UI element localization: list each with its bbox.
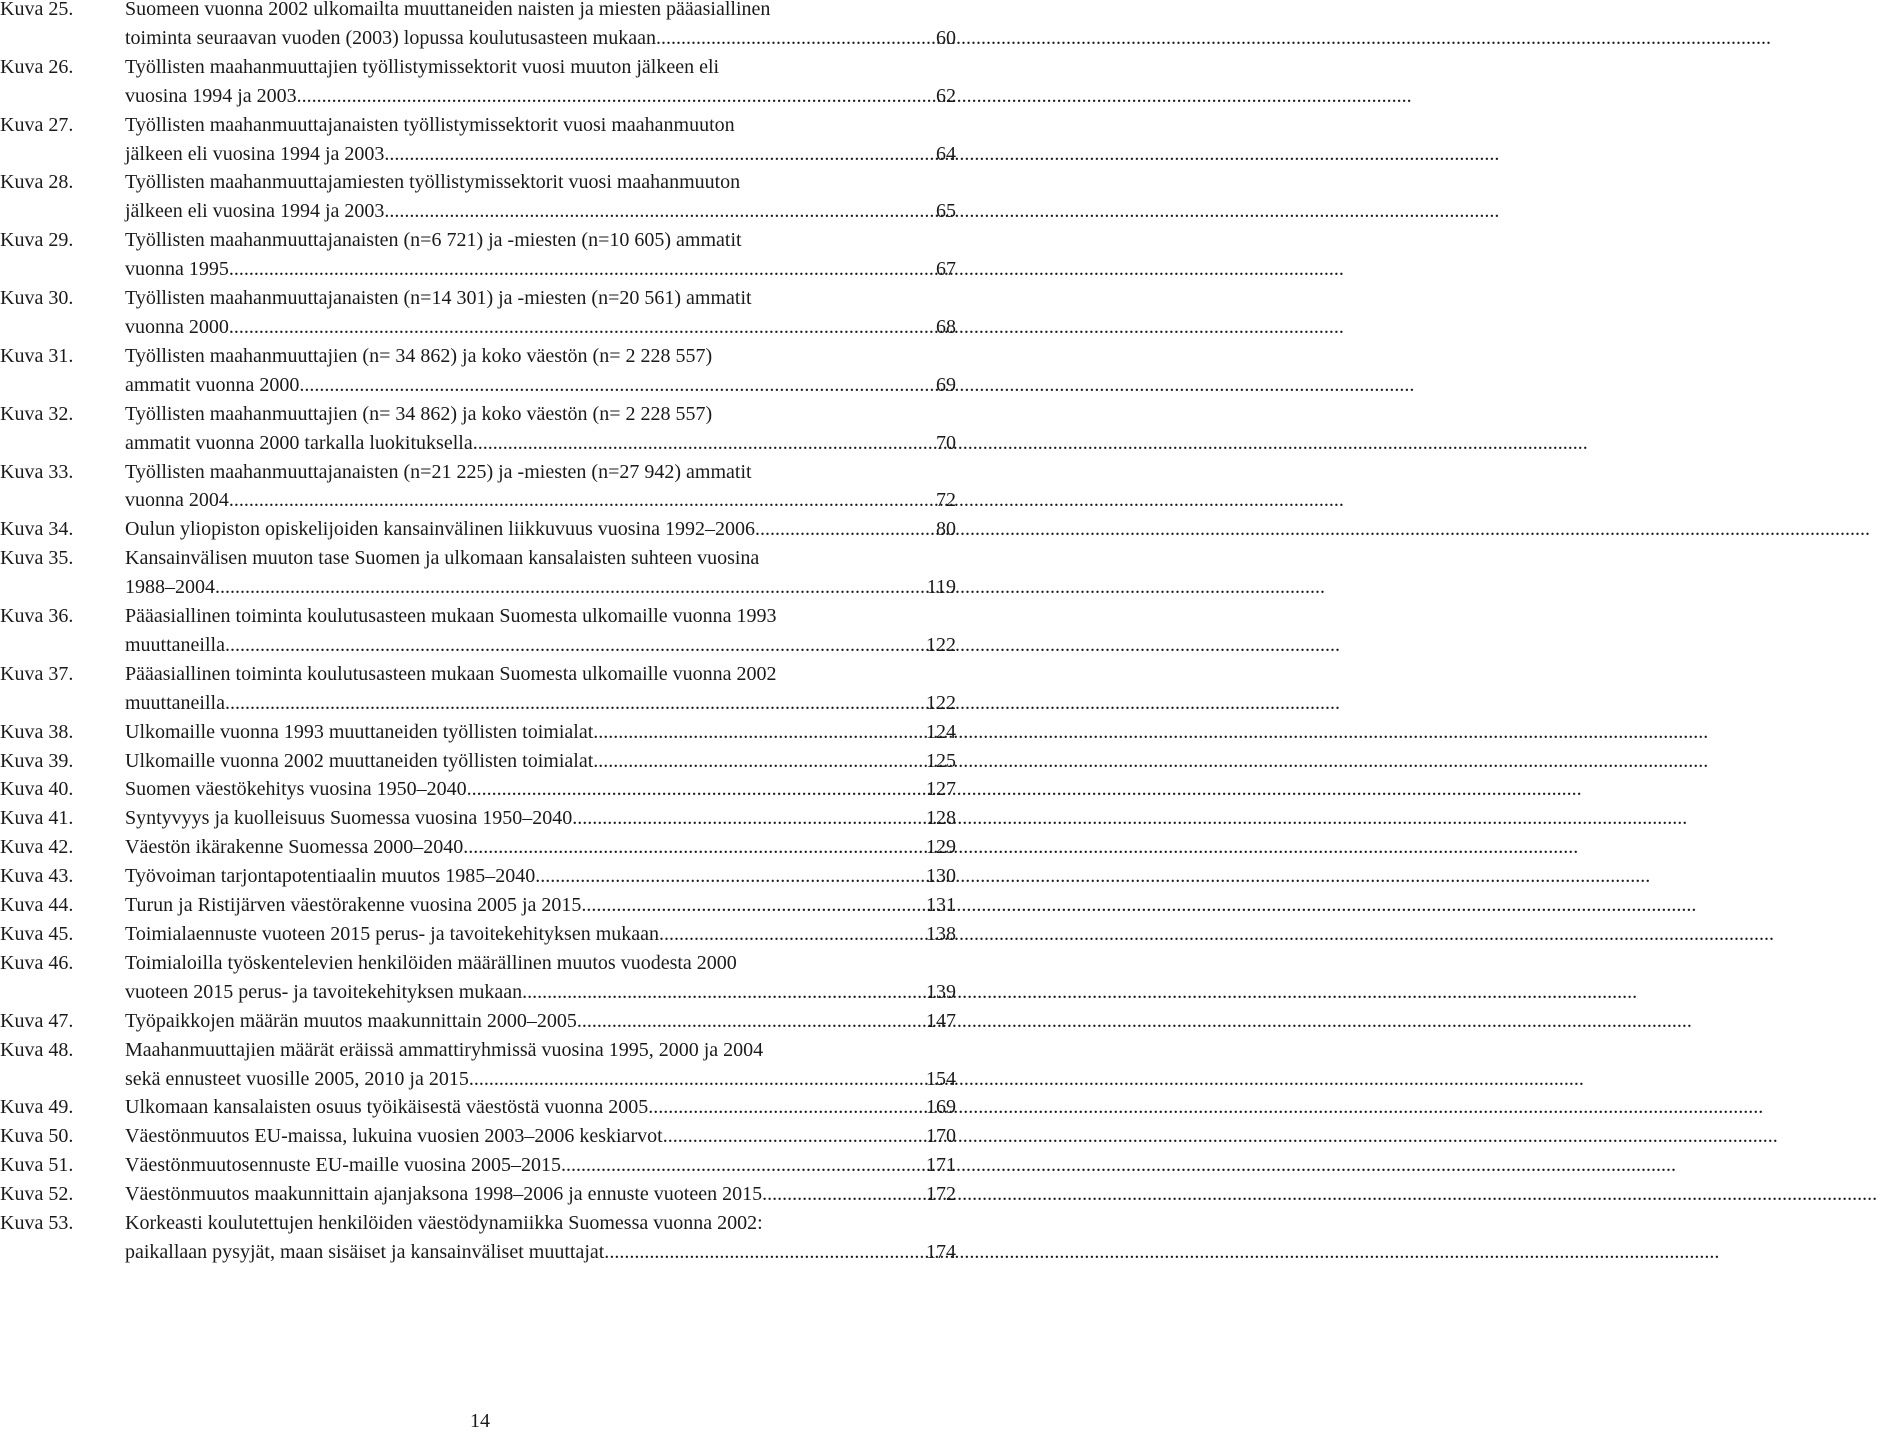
figure-number: Kuva 31. — [0, 344, 74, 367]
dot-leader — [566, 1151, 926, 1180]
caption-line: vuoteen 2015 perus- ja tavoitekehityksen mukaan. — [125, 980, 528, 1003]
figure-caption — [125, 1151, 956, 1180]
caption-line: Syntyvyys ja kuolleisuus Suomessa vuosina 1950–2040. — [125, 807, 578, 830]
dot-leader — [234, 313, 936, 342]
figure-caption — [125, 920, 956, 949]
caption-last-line — [125, 371, 956, 400]
dot-leader — [664, 920, 926, 949]
figure-number: Kuva 48. — [0, 1038, 74, 1061]
dot-leader — [302, 82, 936, 111]
toc-entry[interactable] — [0, 1122, 956, 1151]
toc-entry[interactable] — [0, 0, 956, 53]
figure-number: Kuva 49. — [0, 1096, 74, 1119]
page-reference[interactable]: 67 — [936, 258, 956, 281]
page-reference[interactable]: 147 — [926, 1009, 956, 1032]
caption-last-line — [125, 24, 956, 53]
caption-last-line — [125, 486, 956, 515]
caption-line: Väestönmuutos EU-maissa, lukuina vuosien 2003–2006 keskiarvot. — [125, 1125, 668, 1148]
dot-leader — [234, 255, 936, 284]
toc-entry[interactable] — [0, 1180, 956, 1209]
figure-caption — [125, 342, 956, 400]
caption-line: Maahanmuuttajien määrät eräissä ammattiryhmissä vuosina 1995, 2000 ja 2004 — [125, 1038, 764, 1061]
page-reference[interactable]: 68 — [936, 315, 956, 338]
dot-leader — [586, 891, 926, 920]
figure-caption — [125, 1122, 956, 1151]
toc-entry[interactable] — [0, 660, 956, 718]
caption-last-line — [125, 689, 956, 718]
caption-line: Työllisten maahanmuuttajanaisten (n=14 301) ja -miesten (n=20 561) ammatit — [125, 287, 752, 310]
page-reference[interactable]: 125 — [926, 749, 956, 772]
toc-entry[interactable] — [0, 747, 956, 776]
figure-number: Kuva 32. — [0, 402, 74, 425]
caption-line: Kansainvälisen muuton tase Suomen ja ulkomaan kansalaisten suhteen vuosina — [125, 547, 760, 570]
page-reference[interactable]: 72 — [936, 489, 956, 512]
figure-number: Kuva 36. — [0, 605, 74, 628]
caption-line: Pääasiallinen toiminta koulutusasteen mukaan Suomesta ulkomaille vuonna 2002 — [125, 662, 777, 685]
toc-entry[interactable] — [0, 544, 956, 602]
caption-line: Suomeen vuonna 2002 ulkomailta muuttaneiden naisten ja miesten pääasiallinen — [125, 0, 771, 20]
caption-last-line — [125, 1122, 956, 1151]
dot-leader — [577, 804, 926, 833]
figure-caption — [125, 544, 956, 602]
page-reference[interactable]: 172 — [926, 1183, 956, 1206]
figure-number: Kuva 53. — [0, 1212, 74, 1235]
toc-entry[interactable] — [0, 111, 956, 169]
dot-leader — [598, 718, 926, 747]
page-reference[interactable]: 128 — [926, 807, 956, 830]
toc-entry[interactable] — [0, 53, 956, 111]
caption-last-line — [125, 1093, 956, 1122]
figure-caption — [125, 111, 956, 169]
caption-line: muuttaneilla. — [125, 633, 230, 656]
figure-caption — [125, 804, 956, 833]
caption-line: toiminta seuraavan vuoden (2003) lopussa koulutusasteen mukaan. — [125, 26, 661, 49]
caption-line: Ulkomaille vuonna 2002 muuttaneiden työllisten toimialat. — [125, 749, 599, 772]
caption-line: Työllisten maahanmuuttajanaisten työllistymissektorit vuosi maahanmuuton — [125, 113, 735, 136]
caption-line: Työpaikkojen määrän muutos maakunnittain 2000–2005. — [125, 1009, 582, 1032]
caption-line: Työllisten maahanmuuttajien (n= 34 862) ja koko väestön (n= 2 228 557) — [125, 344, 713, 367]
figure-number: Kuva 46. — [0, 951, 74, 974]
figure-number: Kuva 41. — [0, 807, 74, 830]
dot-leader — [609, 1238, 926, 1267]
page-reference[interactable]: 170 — [926, 1125, 956, 1148]
caption-last-line — [125, 891, 956, 920]
caption-line: Työllisten maahanmuuttajanaisten (n=6 721) ja -miesten (n=10 605) ammatit — [125, 229, 742, 252]
dot-leader — [389, 140, 936, 169]
caption-line: Työllisten maahanmuuttajien työllistymissektorit vuosi muuton jälkeen eli — [125, 55, 720, 78]
caption-line: Väestönmuutosennuste EU-maille vuosina 2005–2015. — [125, 1154, 567, 1177]
caption-line: Ulkomaan kansalaisten osuus työikäisestä väestöstä vuonna 2005. — [125, 1096, 654, 1119]
toc-entry[interactable] — [0, 284, 956, 342]
page-reference[interactable]: 69 — [936, 373, 956, 396]
page-reference[interactable]: 138 — [926, 923, 956, 945]
page-reference[interactable]: 131 — [926, 894, 956, 917]
figure-number: Kuva 40. — [0, 778, 74, 801]
caption-line: Työvoiman tarjontapotentiaalin muutos 1985–2040. — [125, 865, 541, 888]
dot-leader — [215, 573, 927, 602]
caption-line: Työllisten maahanmuuttajamiesten työllistymissektorit vuosi maahanmuuton — [125, 171, 741, 194]
figure-number: Kuva 34. — [0, 518, 74, 541]
toc-entry[interactable] — [0, 168, 956, 226]
figure-caption — [125, 1180, 956, 1209]
toc-entry[interactable] — [0, 920, 956, 949]
caption-line: vuosina 1994 ja 2003. — [125, 84, 302, 107]
figure-caption — [125, 400, 956, 458]
figure-caption — [125, 168, 956, 226]
caption-line: paikallaan pysyjät, maan sisäiset ja kansainväliset muuttajat. — [125, 1240, 610, 1263]
caption-line: ammatit vuonna 2000. — [125, 373, 305, 396]
caption-line: Turun ja Ristijärven väestörakenne vuosina 2005 ja 2015. — [125, 894, 587, 917]
toc-entry[interactable] — [0, 602, 956, 660]
caption-last-line — [125, 1238, 956, 1267]
figure-caption — [125, 284, 956, 342]
toc-entry[interactable] — [0, 949, 956, 1007]
figure-number: Kuva 50. — [0, 1125, 74, 1148]
caption-last-line — [125, 1007, 956, 1036]
page-reference[interactable]: 62 — [936, 84, 956, 107]
figure-caption — [125, 833, 956, 862]
toc-entry[interactable] — [0, 1093, 956, 1122]
toc-entry[interactable] — [0, 775, 956, 804]
figure-caption — [125, 862, 956, 891]
page-reference[interactable]: 122 — [926, 633, 956, 656]
dot-leader — [234, 486, 936, 515]
toc-entry[interactable] — [0, 1151, 956, 1180]
figure-caption — [125, 602, 956, 660]
caption-last-line — [125, 573, 956, 602]
toc-entry[interactable] — [0, 400, 956, 458]
toc-entry[interactable] — [0, 1007, 956, 1036]
page-reference[interactable]: 124 — [926, 720, 956, 743]
caption-line: jälkeen eli vuosina 1994 ja 2003. — [125, 200, 390, 223]
page-reference[interactable]: 130 — [926, 865, 956, 888]
figure-number: Kuva 47. — [0, 1009, 74, 1032]
dot-leader — [472, 775, 926, 804]
caption-last-line — [125, 197, 956, 226]
page-number: 14 — [470, 1410, 490, 1432]
figure-caption — [125, 747, 956, 776]
caption-last-line — [125, 1065, 956, 1094]
figure-caption — [125, 660, 956, 718]
caption-last-line — [125, 429, 956, 458]
page-reference[interactable]: 171 — [926, 1154, 956, 1177]
caption-line: Pääasiallinen toiminta koulutusasteen mukaan Suomesta ulkomaille vuonna 1993 — [125, 605, 777, 628]
figure-number: Kuva 38. — [0, 720, 74, 743]
dot-leader — [230, 689, 926, 718]
figure-caption — [125, 226, 956, 284]
caption-last-line — [125, 978, 956, 1007]
caption-line: Oulun yliopiston opiskelijoiden kansainvälinen liikkuvuus vuosina 1992–2006. — [125, 518, 760, 541]
figure-number: Kuva 37. — [0, 662, 74, 685]
figure-number: Kuva 43. — [0, 865, 74, 888]
figure-caption — [125, 949, 956, 1007]
figure-caption — [125, 1093, 956, 1122]
figure-number: Kuva 28. — [0, 171, 74, 194]
page-reference[interactable]: 60 — [936, 26, 956, 49]
page-reference[interactable]: 169 — [926, 1096, 956, 1119]
figure-number: Kuva 52. — [0, 1183, 74, 1206]
list-of-figures — [0, 0, 956, 1267]
toc-entry[interactable] — [0, 833, 956, 862]
figure-caption — [125, 53, 956, 111]
caption-line: vuonna 1995. — [125, 258, 234, 281]
page-reference[interactable]: 127 — [926, 778, 956, 801]
toc-entry[interactable] — [0, 718, 956, 747]
caption-line: Suomen väestökehitys vuosina 1950–2040. — [125, 778, 472, 801]
caption-last-line — [125, 1180, 956, 1209]
page-reference[interactable]: 65 — [936, 200, 956, 223]
toc-entry[interactable] — [0, 1036, 956, 1094]
caption-last-line — [125, 631, 956, 660]
figure-number: Kuva 30. — [0, 287, 74, 310]
page-reference[interactable]: 139 — [926, 980, 956, 1003]
dot-leader — [230, 631, 926, 660]
caption-line: Toimialaennuste vuoteen 2015 perus- ja tavoitekehityksen mukaan. — [125, 923, 665, 945]
caption-last-line — [125, 718, 956, 747]
caption-line: vuonna 2000. — [125, 315, 234, 338]
caption-last-line — [125, 255, 956, 284]
dot-leader — [468, 833, 926, 862]
figure-caption — [125, 458, 956, 516]
caption-last-line — [125, 82, 956, 111]
caption-line: Työllisten maahanmuuttajien (n= 34 862) ja koko väestön (n= 2 228 557) — [125, 402, 713, 425]
page-reference[interactable]: 154 — [926, 1067, 956, 1090]
dot-leader — [389, 197, 936, 226]
toc-entry[interactable] — [0, 515, 956, 544]
toc-entry[interactable] — [0, 342, 956, 400]
dot-leader — [478, 429, 936, 458]
page-reference[interactable]: 70 — [936, 431, 956, 454]
figure-number: Kuva 33. — [0, 460, 74, 483]
caption-last-line — [125, 515, 956, 544]
page-reference[interactable]: 119 — [926, 576, 956, 599]
caption-line: 1988–2004 — [125, 576, 215, 599]
dot-leader — [767, 1180, 926, 1209]
figure-caption — [125, 1007, 956, 1036]
figure-caption — [125, 0, 956, 53]
caption-last-line — [125, 747, 956, 776]
caption-line: sekä ennusteet vuosille 2005, 2010 ja 2015. — [125, 1067, 474, 1090]
dot-leader — [582, 1007, 926, 1036]
dot-leader — [474, 1065, 926, 1094]
figure-number: Kuva 26. — [0, 55, 74, 78]
page-reference[interactable]: 64 — [936, 142, 956, 165]
dot-leader — [304, 371, 936, 400]
caption-line: Väestönmuutos maakunnittain ajanjaksona 1998–2006 ja ennuste vuoteen 2015. — [125, 1183, 768, 1206]
figure-caption — [125, 718, 956, 747]
caption-line: Väestön ikärakenne Suomessa 2000–2040. — [125, 836, 469, 859]
figure-caption — [125, 891, 956, 920]
page-reference[interactable]: 174 — [926, 1240, 956, 1263]
figure-number: Kuva 35. — [0, 547, 74, 570]
figure-number: Kuva 44. — [0, 894, 74, 917]
figure-caption — [125, 515, 956, 544]
figure-number: Kuva 45. — [0, 923, 74, 945]
toc-entry[interactable] — [0, 1209, 956, 1267]
dot-leader — [598, 747, 926, 776]
caption-last-line — [125, 140, 956, 169]
figure-number: Kuva 25. — [0, 0, 74, 20]
caption-last-line — [125, 833, 956, 862]
caption-line: ammatit vuonna 2000 tarkalla luokituksella. — [125, 431, 478, 454]
figure-number: Kuva 27. — [0, 113, 74, 136]
figure-number: Kuva 39. — [0, 749, 74, 772]
figure-number: Kuva 29. — [0, 229, 74, 252]
dot-leader — [668, 1122, 926, 1151]
figure-number: Kuva 51. — [0, 1154, 74, 1177]
caption-line: Toimialoilla työskentelevien henkilöiden määrällinen muutos vuodesta 2000 — [125, 951, 737, 974]
toc-entry[interactable] — [0, 862, 956, 891]
caption-line: Ulkomaille vuonna 1993 muuttaneiden työllisten toimialat. — [125, 720, 599, 743]
page-reference[interactable]: 129 — [926, 836, 956, 859]
toc-entry[interactable] — [0, 891, 956, 920]
figure-caption — [125, 775, 956, 804]
dot-leader — [527, 978, 926, 1007]
page-reference[interactable]: 122 — [926, 691, 956, 714]
dot-leader — [653, 1093, 926, 1122]
figure-caption — [125, 1209, 956, 1267]
caption-last-line — [125, 920, 956, 949]
figure-caption — [125, 1036, 956, 1094]
figure-number: Kuva 42. — [0, 836, 74, 859]
caption-line: jälkeen eli vuosina 1994 ja 2003. — [125, 142, 390, 165]
caption-line: muuttaneilla. — [125, 691, 230, 714]
toc-entry[interactable] — [0, 804, 956, 833]
dot-leader — [760, 515, 936, 544]
caption-line: Korkeasti koulutettujen henkilöiden väestödynamiikka Suomessa vuonna 2002: — [125, 1212, 763, 1235]
toc-entry[interactable] — [0, 458, 956, 516]
caption-line: vuonna 2004. — [125, 489, 234, 512]
dot-leader — [661, 24, 936, 53]
toc-entry[interactable] — [0, 226, 956, 284]
caption-line: Työllisten maahanmuuttajanaisten (n=21 225) ja -miesten (n=27 942) ammatit — [125, 460, 752, 483]
page-reference[interactable]: 80 — [936, 518, 956, 541]
caption-last-line — [125, 313, 956, 342]
caption-last-line — [125, 1151, 956, 1180]
caption-last-line — [125, 804, 956, 833]
caption-last-line — [125, 775, 956, 804]
dot-leader — [540, 862, 926, 891]
caption-last-line — [125, 862, 956, 891]
